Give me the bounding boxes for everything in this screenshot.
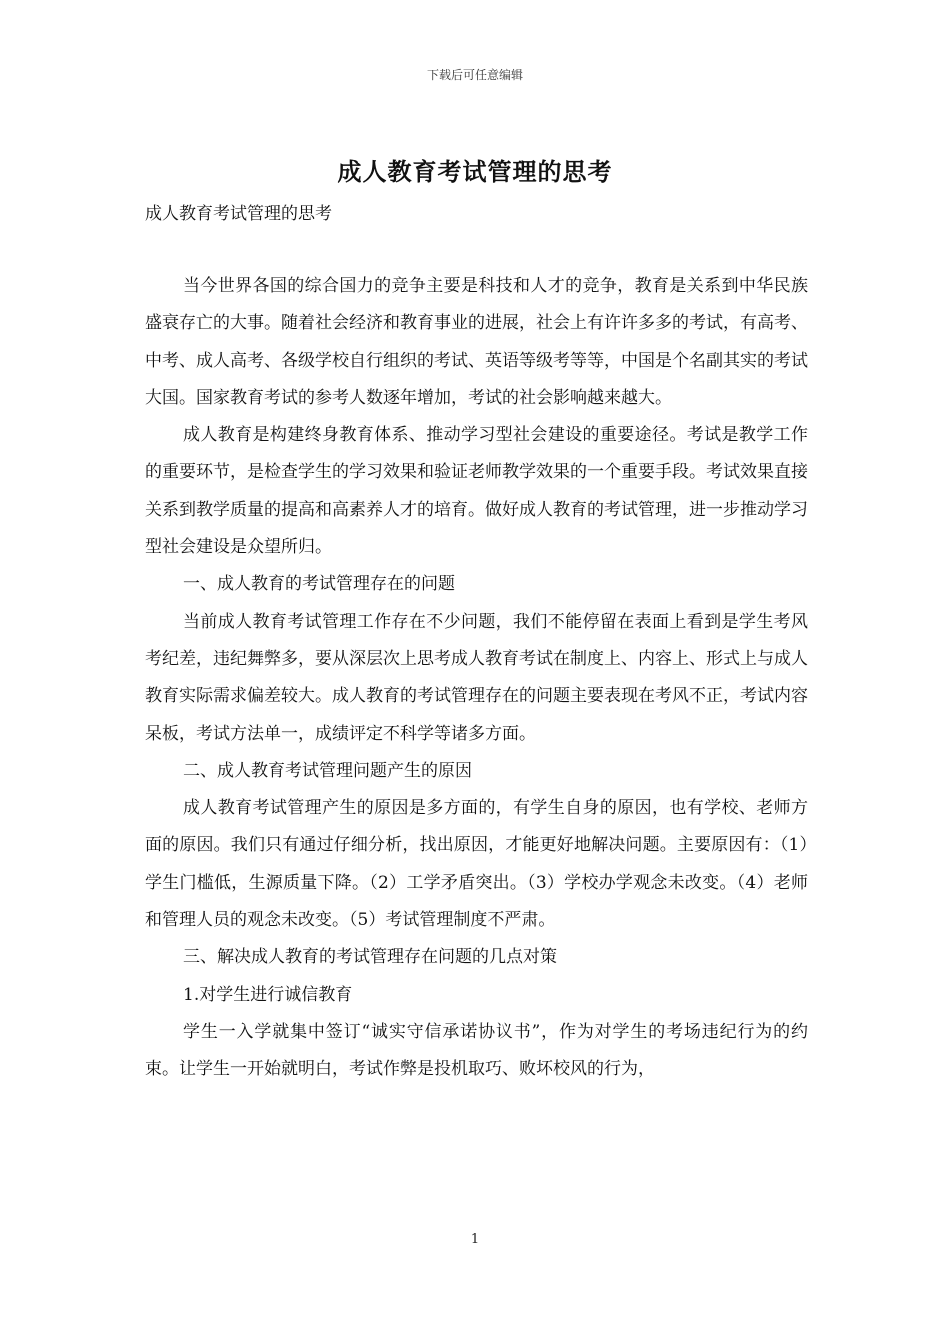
paragraph-intro: 当今世界各国的综合国力的竞争主要是科技和人才的竞争，教育是关系到中华民族盛衰存亡的大事。随着社会经济和教育事业的进展，社会上有许许多多的考试，有高考、中考、成人高考、各级学校自行组织的考试、英语等级考等等，中国是个名副其实的考试大国。国家教育考试的参考人数逐年增加，考试的社会影响越来越大。 [145, 276, 808, 408]
paragraph-causes: 成人教育考试管理产生的原因是多方面的，有学生自身的原因，也有学校、老师方面的原因。我们只有通过仔细分析，找出原因，才能更好地解决问题。主要原因有：（1）学生门槛低，生源质量下降。（2）工学矛盾突出。（3）学校办学观念未改变。（4）老师和管理人员的观念未改变。（5）考试管理制度不严肃。 [145, 798, 808, 931]
paragraph-problems: 当前成人教育考试管理工作存在不少问题，我们不能停留在表面上看到是学生考风考纪差，违纪舞弊多，要从深层次上思考成人教育考试在制度上、内容上、形式上与成人教育实际需求偏差较大。成人教育的考试管理存在的问题主要表现在考风不正，考试内容呆板，考试方法单一，成绩评定不科学等诸多方面。 [145, 611, 808, 744]
section-heading-problems: 一、成人教育的考试管理存在的问题 [183, 574, 455, 595]
subheading-integrity-education: 1.对学生进行诚信教育 [183, 984, 353, 1005]
paragraph-adult-education: 成人教育是构建终身教育体系、推动学习型社会建设的重要途径。考试是教学工作的重要环节，是检查学生的学习效果和验证老师教学效果的一个重要手段。考试效果直接关系到教学质量的提高和高素养人才的培育。做好成人教育的考试管理，进一步推动学习型社会建设是众望所归。 [145, 425, 808, 558]
page-number: 1 [470, 1232, 480, 1247]
section-heading-causes: 二、成人教育考试管理问题产生的原因 [183, 760, 472, 781]
paragraph-integrity: 学生一入学就集中签订“诚实守信承诺协议书”，作为对学生的考场违纪行为的约束。让学生一开始就明白，考试作弊是投机取巧、败坏校风的行为， [145, 1021, 808, 1080]
document-title: 成人教育考试管理的思考 [337, 157, 613, 186]
document-subtitle: 成人教育考试管理的思考 [145, 204, 332, 224]
section-heading-solutions: 三、解决成人教育的考试管理存在问题的几点对策 [183, 947, 557, 968]
header-note: 下载后可任意编辑 [426, 68, 523, 82]
document-body [145, 268, 808, 1089]
